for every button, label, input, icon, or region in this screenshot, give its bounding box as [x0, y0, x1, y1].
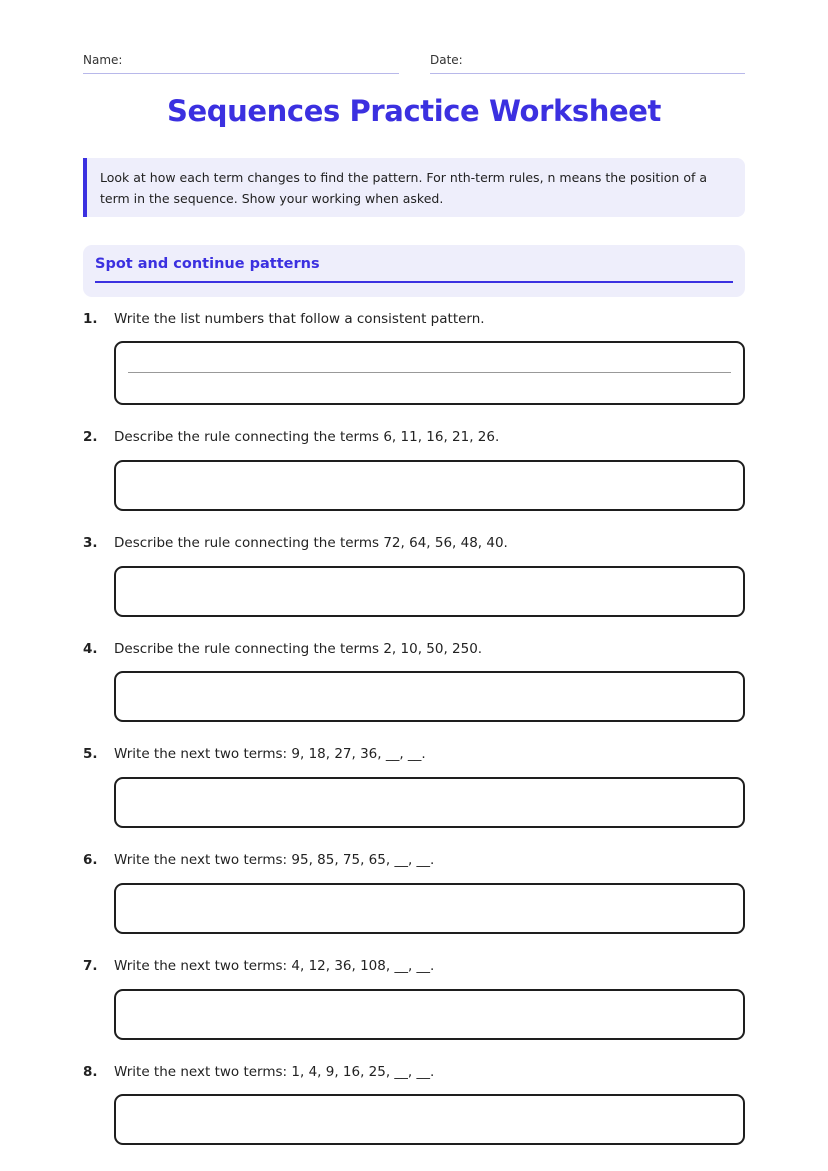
answer-box[interactable] [114, 566, 745, 617]
answer-box[interactable] [114, 777, 745, 828]
question-number: 5. [83, 746, 98, 762]
name-field[interactable] [83, 52, 399, 74]
question-number: 8. [83, 1064, 98, 1080]
question-number: 7. [83, 958, 98, 974]
section-header [83, 245, 745, 297]
answer-line [128, 372, 731, 373]
name-label: Name: [83, 53, 123, 67]
answer-box[interactable] [114, 1094, 745, 1145]
answer-box[interactable] [114, 460, 745, 511]
question-number: 1. [83, 311, 98, 327]
question-number: 2. [83, 429, 98, 445]
answer-box[interactable] [114, 883, 745, 934]
answer-box[interactable] [114, 671, 745, 722]
question-text: Describe the rule connecting the terms 6, 11, 16, 21, 26. [114, 429, 500, 445]
question-text: Write the next two terms: 95, 85, 75, 65, __, __. [114, 852, 435, 868]
question-number: 6. [83, 852, 98, 868]
question-text: Write the list numbers that follow a consistent pattern. [114, 311, 485, 327]
question-number: 4. [83, 641, 98, 657]
question-number: 3. [83, 535, 98, 551]
answer-box[interactable] [114, 989, 745, 1040]
answer-box[interactable] [114, 341, 745, 405]
header-row [83, 52, 745, 74]
question-text: Write the next two terms: 9, 18, 27, 36, __, __. [114, 746, 426, 762]
section-title: Spot and continue patterns [95, 256, 733, 283]
date-field[interactable] [430, 52, 745, 74]
instructions-box: Look at how each term changes to find the pattern. For nth-term rules, n means the position of a term in the sequence. Show your working when asked. [83, 158, 745, 217]
question-text: Write the next two terms: 1, 4, 9, 16, 25, __, __. [114, 1064, 435, 1080]
question-text: Describe the rule connecting the terms 72, 64, 56, 48, 40. [114, 535, 508, 551]
question-text: Write the next two terms: 4, 12, 36, 108, __, __. [114, 958, 435, 974]
page-title: Sequences Practice Worksheet [167, 94, 661, 128]
question-text: Describe the rule connecting the terms 2, 10, 50, 250. [114, 641, 483, 657]
date-label: Date: [430, 53, 463, 67]
